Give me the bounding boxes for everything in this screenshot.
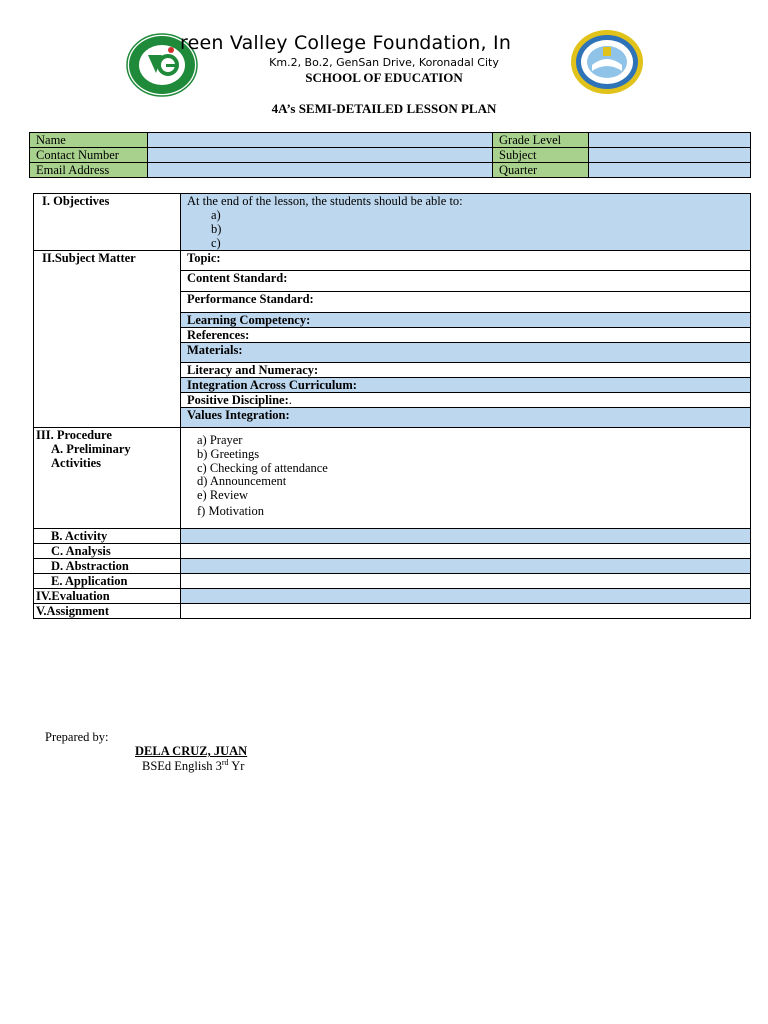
stage-row [34, 604, 751, 619]
stage-row [34, 544, 751, 559]
section-label: II.Subject Matter [34, 251, 181, 428]
procedure-item: c) Checking of attendance [197, 460, 328, 475]
name-field[interactable] [148, 133, 493, 148]
procedure-item: e) Review [197, 488, 249, 503]
procedure-item: b) Greetings [197, 446, 260, 461]
info-label: Email Address [30, 163, 148, 178]
lesson-plan-table [33, 193, 751, 619]
stage-label: V.Assignment [34, 604, 181, 619]
values-integration-field[interactable]: Values Integration: [181, 408, 751, 428]
stage-label: D. Abstraction [34, 559, 181, 574]
abstraction-field[interactable] [181, 559, 751, 574]
stage-label: C. Analysis [34, 544, 181, 559]
topic-field[interactable]: Topic: [181, 251, 751, 271]
stage-row [34, 574, 751, 589]
info-label: Name [30, 133, 148, 148]
subject-matter-row [34, 251, 751, 271]
activity-field[interactable] [181, 529, 751, 544]
stage-row [34, 589, 751, 604]
integration-across-curriculum-field[interactable]: Integration Across Curriculum: [181, 378, 751, 393]
personal-info-table [29, 132, 751, 178]
analysis-field[interactable] [181, 544, 751, 559]
objectives-row [34, 194, 751, 251]
course-superscript: rd [221, 758, 229, 767]
stage-row [34, 559, 751, 574]
procedure-row [34, 428, 751, 529]
content-standard-field[interactable]: Content Standard: [181, 271, 751, 292]
objective-item: b) [211, 222, 222, 236]
references-field[interactable]: References: [181, 328, 751, 343]
learning-competency-field[interactable]: Learning Competency: [181, 313, 751, 328]
course-text: BSEd English 3 [142, 759, 222, 774]
info-label: Quarter [493, 163, 589, 178]
stage-label: E. Application [34, 574, 181, 589]
preliminary-activities-label: A. Preliminary Activities [51, 442, 131, 470]
materials-field[interactable]: Materials: [181, 343, 751, 363]
procedure-item: f) Motivation [197, 503, 265, 518]
stage-label: IV.Evaluation [34, 589, 181, 604]
objectives-cell[interactable] [181, 194, 751, 251]
performance-standard-field[interactable]: Performance Standard: [181, 292, 751, 313]
positive-discipline-label: Positive Discipline: [187, 393, 289, 407]
info-label: Grade Level [493, 133, 589, 148]
document-header [0, 0, 768, 120]
section-label: III. Procedure [36, 428, 112, 442]
objectives-intro: At the end of the lesson, the students should be able to: [187, 194, 463, 208]
school-name: SCHOOL OF EDUCATION [305, 70, 463, 85]
document-title: 4A’s SEMI-DETAILED LESSON PLAN [271, 101, 497, 116]
prepared-by-label: Prepared by: [45, 730, 109, 744]
subject-field[interactable] [589, 148, 751, 163]
procedure-label-cell [34, 428, 181, 529]
info-label: Subject [493, 148, 589, 163]
positive-discipline-field[interactable] [181, 393, 751, 408]
evaluation-field[interactable] [181, 589, 751, 604]
info-row [30, 163, 751, 178]
procedure-item: a) Prayer [197, 433, 243, 447]
stage-row [34, 529, 751, 544]
section-label: I. Objectives [34, 194, 181, 251]
info-label: Contact Number [30, 148, 148, 163]
course-suffix: Yr [228, 759, 245, 774]
application-field[interactable] [181, 574, 751, 589]
quarter-field[interactable] [589, 163, 751, 178]
preparer-name: DELA CRUZ, JUAN [135, 744, 248, 758]
positive-discipline-suffix: . [288, 393, 292, 407]
stage-label: B. Activity [34, 529, 181, 544]
objective-item: c) [211, 236, 221, 250]
info-row [30, 148, 751, 163]
preparer-course [142, 758, 244, 774]
contact-number-field[interactable] [148, 148, 493, 163]
email-address-field[interactable] [148, 163, 493, 178]
grade-level-field[interactable] [589, 133, 751, 148]
college-name: reen Valley College Foundation, In [180, 32, 512, 54]
literacy-numeracy-field[interactable]: Literacy and Numeracy: [181, 363, 751, 378]
assignment-field[interactable] [181, 604, 751, 619]
college-address: Km.2, Bo.2, GenSan Drive, Koronadal City [269, 56, 499, 69]
objective-item: a) [211, 208, 221, 222]
procedure-item: d) Announcement [197, 474, 287, 489]
preliminary-activities-cell[interactable] [181, 428, 751, 529]
info-row [30, 133, 751, 148]
